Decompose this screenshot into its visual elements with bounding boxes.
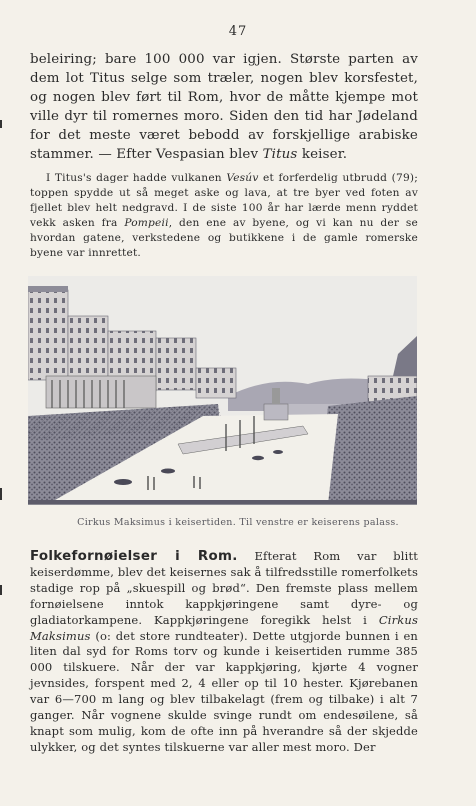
small-text-1: I Titus's dager hadde vulkanen xyxy=(46,172,227,184)
page-number: 47 xyxy=(228,24,248,39)
main-line-4: romernes moro. Siden den tid har Jødeland for det meste xyxy=(30,109,418,143)
margin-mark xyxy=(0,488,2,500)
emphasis-titus: Titus xyxy=(262,147,298,162)
bottom-paragraph xyxy=(30,549,418,756)
bottom-text-2: (o: det store rundteater). Dette utgjorde bunnen i en liten dal syd for Roms torv og kunde i keisertiden rumme 385 000 tilskuere. Når der var kappkjøring, kjørte 4 vogner jevnsides, forspent med 2, 4 eller op til 10 hester. Kjørebanen var 6—700 m lang og blev tilbakelagt (frem og tilbake) i alt 7 ganger. Når vognene skulde svinge rundt om endesøilene, så knapt som mulig, kom de ofte inn på hverandre så der skjedde ulykker, og det syntes tilskuerne var aller mest moro. Der xyxy=(30,628,418,754)
main-paragraph xyxy=(30,50,418,164)
main-line-3: blev ført til Rom, hvor de måtte kjempe mot ville dyr til xyxy=(30,90,418,124)
bottom-text-1: Efterat Rom var blitt keiserdømme, blev det keisernes sak å tilfredsstille romerfolkets stadige rop på „skuespill og brød“. Den fremste plass mellem fornøielsene inntok kappkjøringene samt dyre- og gladiatorkampene. Kappkjøringene foregikk helst i xyxy=(30,549,418,627)
margin-mark xyxy=(0,585,2,595)
small-paragraph xyxy=(30,171,418,261)
main-line-1: beleiring; bare 100 000 var igjen. Største parten av dem xyxy=(30,52,418,86)
main-line-6-prefix: Vespasian blev xyxy=(155,147,263,162)
small-text-3: , den ene av byene, og vi kan nu der se hvordan gatene, verkstedene og butikkene i de gamle romerske byene var innrettet. xyxy=(30,217,418,259)
margin-mark xyxy=(0,120,2,128)
engraving-image xyxy=(28,276,417,504)
section-heading: Folkefornøielser i Rom. xyxy=(30,549,238,564)
main-line-6-suffix: keiser. xyxy=(297,147,348,162)
small-text-2: et forferdelig utbrudd (79); toppen spydde ut så meget aske og lava, at tre byer ved foten av fjellet blev helt nedgravd. I de siste 100 år har lærde menn ryddet vekk asken fra xyxy=(30,172,418,229)
main-line-5: været bebodd av forskjellige arabiske stammer. — Efter xyxy=(30,128,418,162)
figure-caption: Cirkus Maksimus i keisertiden. Til venstre er keiserens palass. xyxy=(77,517,399,528)
emphasis-vesuv: Vesúv xyxy=(226,172,259,184)
emphasis-pompeii: Pompeii xyxy=(124,217,169,229)
circus-maximus-illustration xyxy=(28,276,417,505)
main-line-2: lot Titus selge som træler, nogen blev korsfestet, og nogen xyxy=(30,71,418,105)
emphasis-cirkus-maksimus: Cirkus Maksimus xyxy=(30,612,418,643)
